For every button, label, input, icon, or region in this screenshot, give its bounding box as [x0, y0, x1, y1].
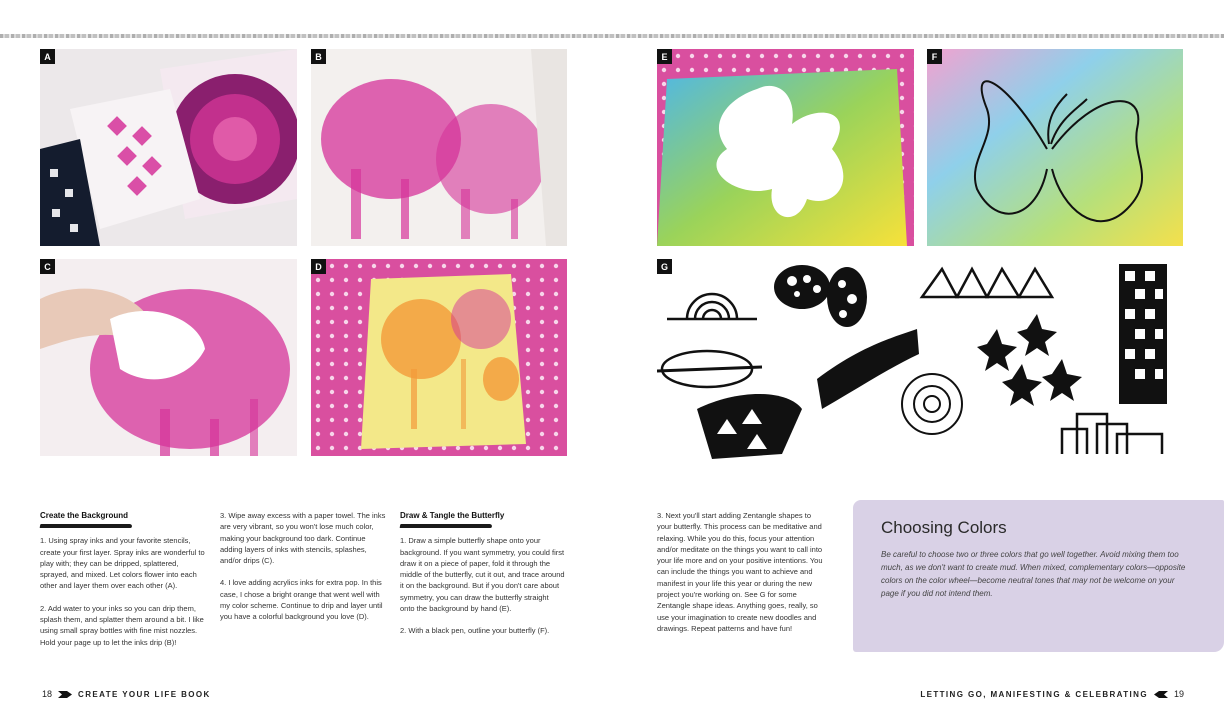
photo-label: F	[927, 49, 942, 64]
step-text: 1. Draw a simple butterfly shape onto your background. If you want symmetry, you could first draw it on a piece of paper, fold it through the middle of the butterfly, cut it out, and trace around it on the background. But if you don't care about symmetry, you can draw the butterfly straight onto the background by hand (E).	[400, 536, 565, 614]
right-folio	[920, 689, 1184, 699]
photo-label: A	[40, 49, 55, 64]
photo-label: E	[657, 49, 672, 64]
section-heading: Create the Background	[40, 511, 129, 520]
step-text: 3. Wipe away excess with a paper towel. The inks are very vibrant, so you won't lose much color, making your background too dark. Continue adding layers of inks with stencils, splashes, and/or drips (C).	[220, 511, 386, 566]
paper-towel-image	[40, 259, 297, 456]
text-column-3	[400, 510, 565, 648]
arrow-left-icon	[1154, 690, 1168, 699]
brush-stroke-divider	[40, 524, 133, 528]
photo-c	[40, 259, 297, 456]
photo-label: B	[311, 49, 326, 64]
running-title: LETTING GO, MANIFESTING & CELEBRATING	[920, 689, 1148, 699]
butterfly-outline-image	[927, 49, 1183, 246]
text-column-2	[220, 510, 388, 634]
photo-g	[657, 259, 1184, 462]
page-number: 19	[1173, 689, 1184, 699]
photo-a	[40, 49, 297, 246]
text-column-4	[657, 510, 827, 645]
running-title: CREATE YOUR LIFE BOOK	[78, 689, 211, 699]
sidebar-body: Be careful to choose two or three colors that go well together. Avoid mixing them too much, as we don't want to create mud. When mixed, complementary colors—opposite colors on the color wheel—become neutral tones that may not be welcome on your page if you did not intend them.	[881, 550, 1186, 598]
left-folio	[42, 689, 211, 699]
step-text: 3. Next you'll start adding Zentangle shapes to your butterfly. This process can be meditative and relaxing. While you do this, focus your attention and/or meditate on the things you want to call into your life more and on your positive intentions. You can include the things you want to achieve and manifest in your life this year or during the new project you're working on. See G for some Zentangle shape ideas. Anything goes, really, so use your imagination to create new doodles and drawings. Repeat patterns and have fun!	[657, 511, 823, 633]
photo-label: C	[40, 259, 55, 274]
brush-stroke-divider	[400, 524, 493, 528]
arrow-right-icon	[58, 690, 72, 699]
sidebar-title: Choosing Colors	[881, 518, 1007, 537]
photo-label: D	[311, 259, 326, 274]
butterfly-cutout-image	[657, 49, 914, 246]
page-edge-texture	[0, 34, 1224, 38]
text-column-1	[40, 510, 208, 659]
step-text: 2. With a black pen, outline your butterfly (F).	[400, 626, 550, 636]
section-heading: Draw & Tangle the Butterfly	[400, 511, 505, 520]
choosing-colors-sidebar	[853, 500, 1224, 652]
zentangle-shapes-image	[657, 259, 1184, 462]
photo-d	[311, 259, 567, 456]
ink-drip-image	[311, 49, 567, 246]
acrylic-ink-image	[311, 259, 567, 456]
step-text: 4. I love adding acrylics inks for extra pop. In this case, I chose a bright orange that went well with my color scheme. Continue to drip and layer until you have a colorful background you love (D).	[220, 578, 383, 622]
step-text: 1. Using spray inks and your favorite stencils, create your first layer. Spray inks are wonderful to play with; they can be dripped, splattered, sprayed, and mixed. Let colors flower into each other and layer them over each other (A).	[40, 536, 205, 591]
photo-b	[311, 49, 567, 246]
stencil-spray-image	[40, 49, 297, 246]
photo-e	[657, 49, 914, 246]
step-text: 2. Add water to your inks so you can drip them, splash them, and splatter them around a bit. I like using small spray bottles with fine mist nozzles. Hold your page up to let the inks drip (B)!	[40, 603, 204, 647]
photo-f	[927, 49, 1183, 246]
photo-label: G	[657, 259, 672, 274]
page-number: 18	[42, 689, 53, 699]
